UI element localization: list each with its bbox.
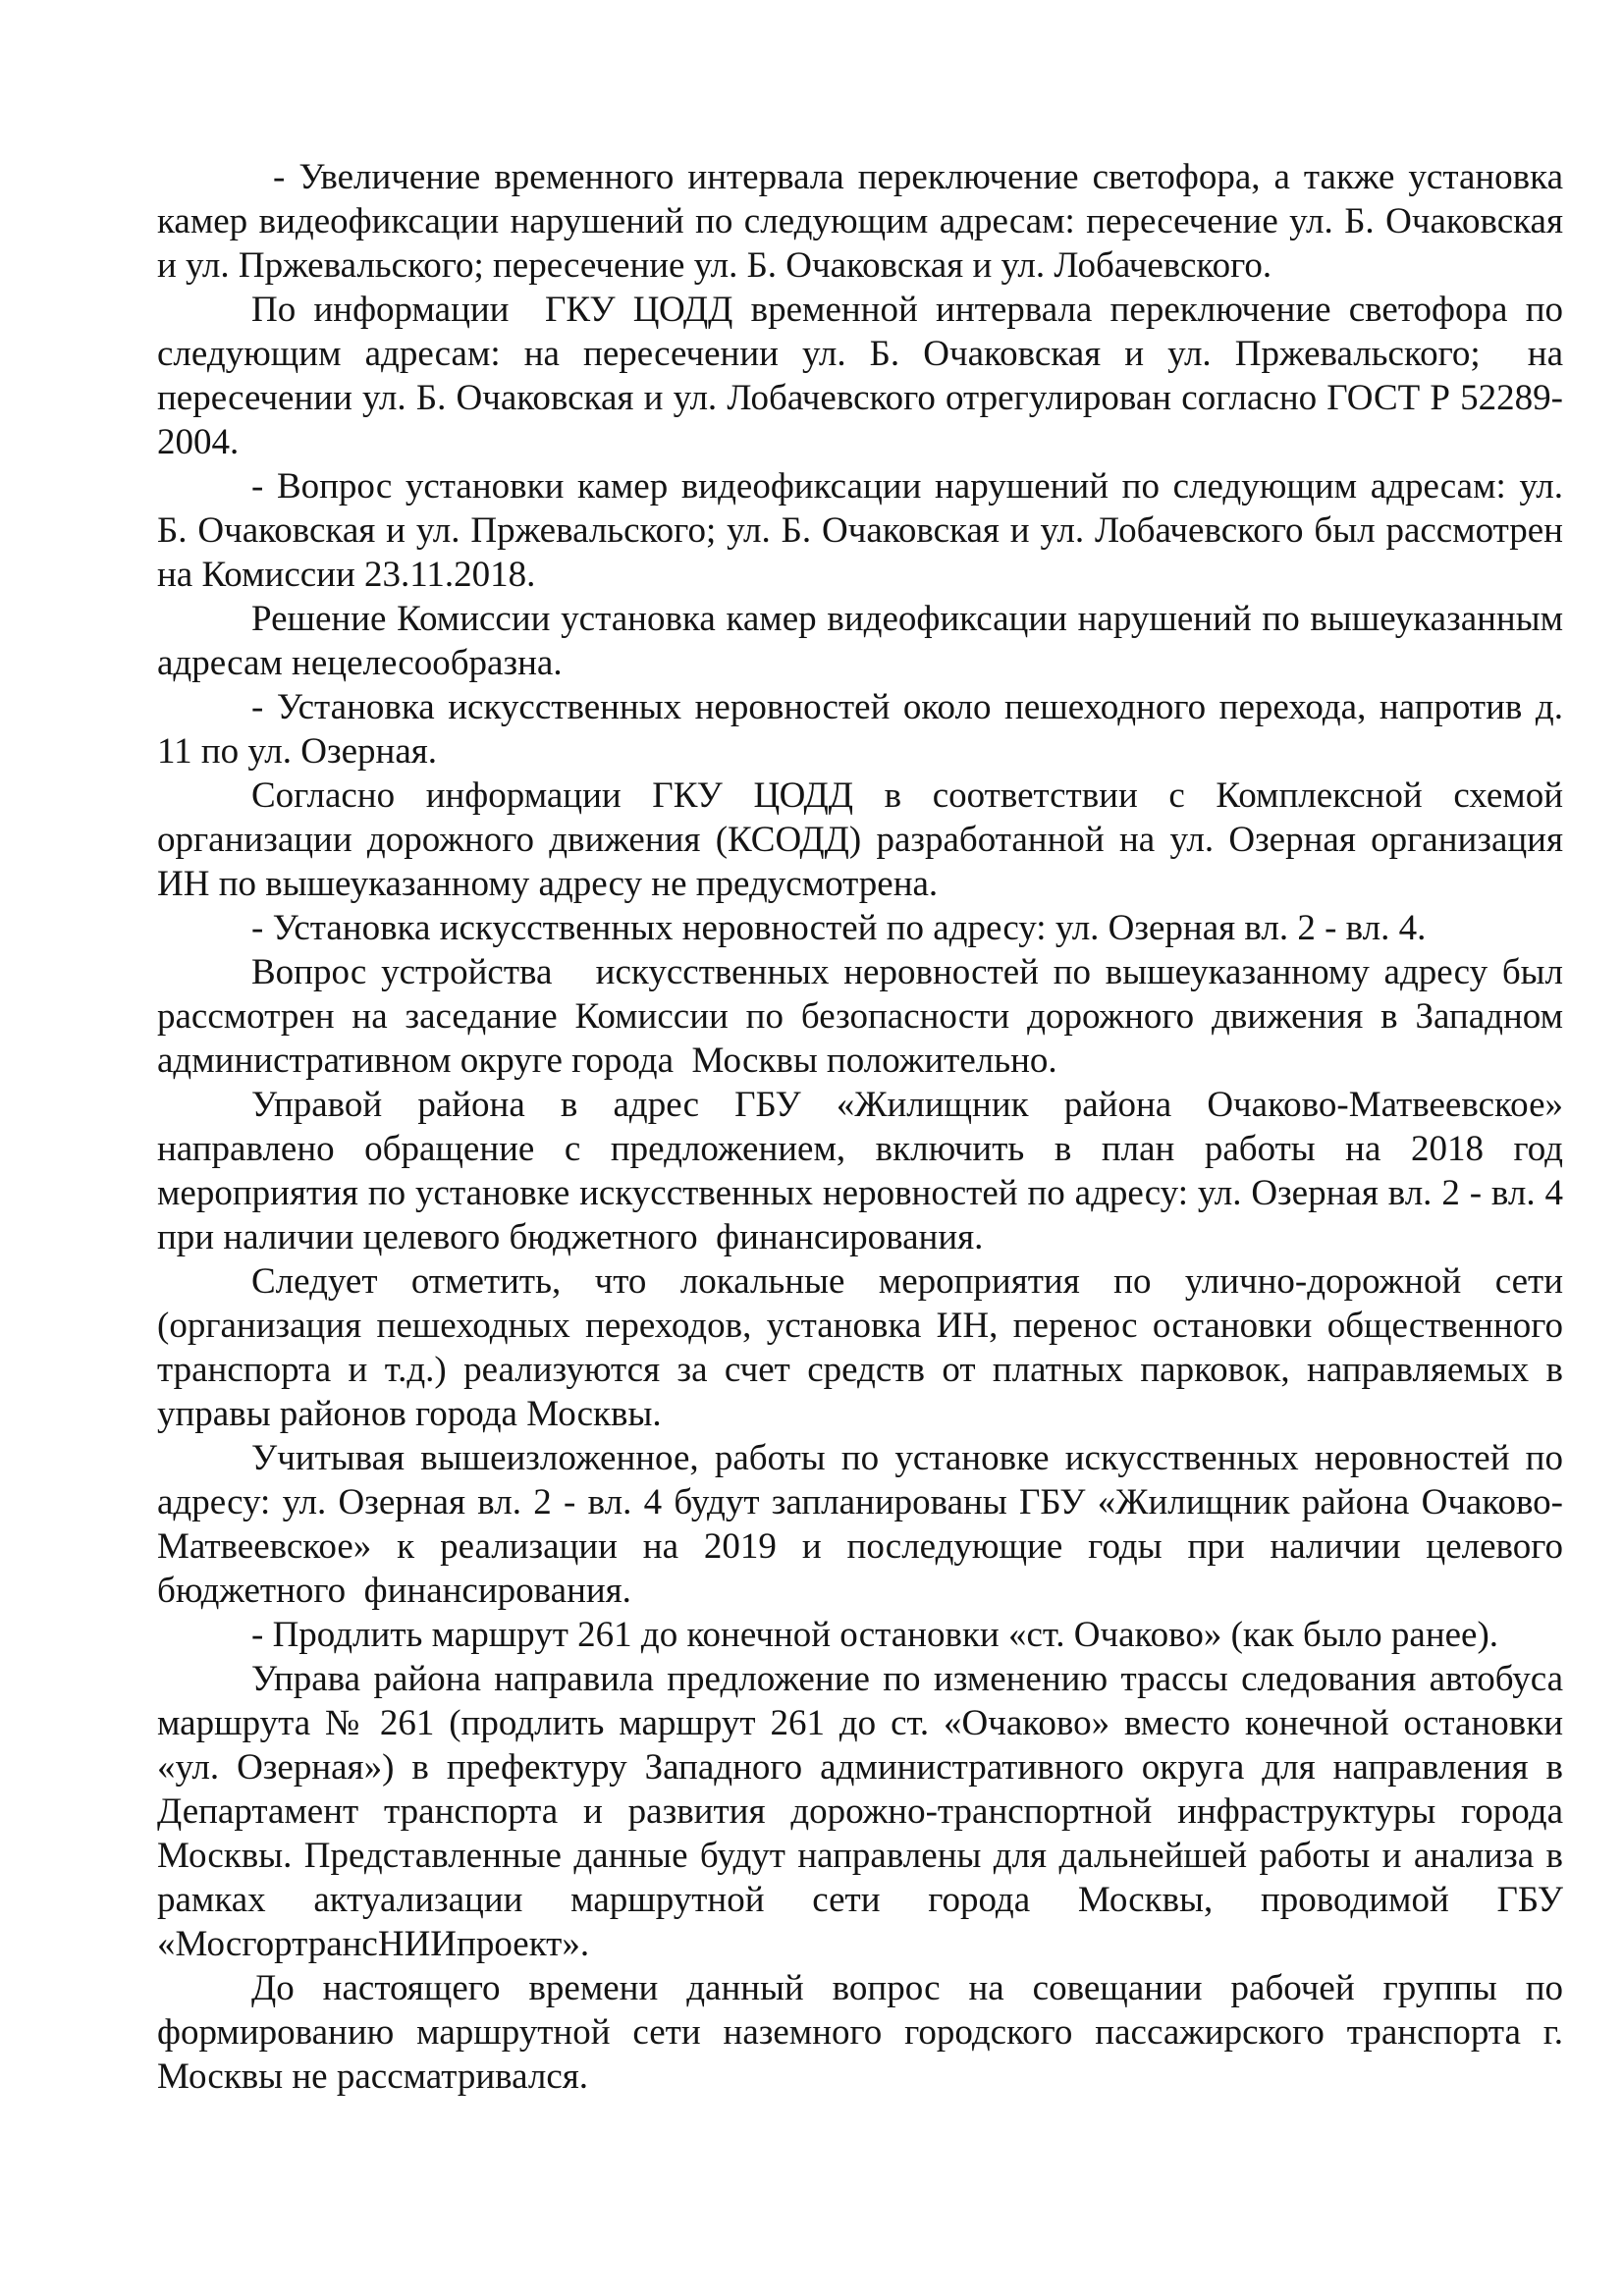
paragraph-commission-decision: Решение Комиссии установка камер видеофиксации нарушений по вышеуказанным адресам нецелесообразна. xyxy=(157,599,1573,683)
paragraph-ksodd-answer: Согласно информации ГКУ ЦОДД в соответствии с Комплексной схемой организации дорожного движения (КСОДД) разработанной на ул. Озерная организация ИН по вышеуказанному адресу не предусмотрена. xyxy=(157,775,1573,904)
paragraph-traffic-light-and-cameras-request: - Увеличение временного интервала переключение светофора, а также установка камер видеофиксации нарушений по следующим адресам: пересечение ул. Б. Очаковская и ул. Пржевальского; пересечение ул. Б. Очаковская и ул. Лобачевского. xyxy=(157,157,1573,286)
document-page xyxy=(157,155,1573,2099)
paragraph-working-group-status: До настоящего времени данный вопрос на совещании рабочей группы по формированию маршрутной сети наземного городского пассажирского транспорта г. Москвы не рассматривался. xyxy=(157,1968,1573,2097)
paragraph-route-261-answer: Управа района направила предложение по изменению трассы следования автобуса маршрута № 261 (продлить маршрут 261 до ст. «Очаково» вместо конечной остановки «ул. Озерная») в префектуру Западного административного округа для направления в Департамент транспорта и развития дорожно-транспортной инфраструктуры города Москвы. Представленные данные будут направлены для дальнейшей работы и анализа в рамках актуализации маршрутной сети города Москвы, проводимой ГБУ «МосгортрансНИИпроект». xyxy=(157,1659,1573,1964)
paragraph-speed-bumps-address-request: - Установка искусственных неровностей по адресу: ул. Озерная вл. 2 - вл. 4. xyxy=(251,908,1427,948)
paragraph-commission-positive: Вопрос устройства искусственных неровностей по вышеуказанному адресу был рассмотрен на заседание Комиссии по безопасности дорожного движения в Западном административном округе города Москвы положительно. xyxy=(157,952,1573,1081)
paragraph-planned-works: Учитывая вышеизложенное, работы по установке искусственных неровностей по адресу: ул. Озерная вл. 2 - вл. 4 будут запланированы ГБУ «Жилищник района Очаково-Матвеевское» к реализации на 2019 и последующие годы при наличии целевого бюджетного финансирования. xyxy=(157,1438,1573,1611)
paragraph-route-261-request: - Продлить маршрут 261 до конечной остановки «ст. Очаково» (как было ранее). xyxy=(251,1615,1499,1655)
paragraph-uprava-appeal: Управой района в адрес ГБУ «Жилищник района Очаково-Матвеевское» направлено обращение с предложением, включить в план работы на 2018 год мероприятия по установке искусственных неровностей по адресу: ул. Озерная вл. 2 - вл. 4 при наличии целевого бюджетного финансирования. xyxy=(157,1085,1573,1257)
paragraph-funding-note: Следует отметить, что локальные мероприятия по улично-дорожной сети (организация пешеходных переходов, установка ИН, перенос остановки общественного транспорта и т.д.) реализуются за счет средств от платных парковок, направляемых в управы районов города Москвы. xyxy=(157,1261,1573,1434)
paragraph-cameras-question: - Вопрос установки камер видеофиксации нарушений по следующим адресам: ул. Б. Очаковская и ул. Пржевальского; ул. Б. Очаковская и ул. Лобачевского был рассмотрен на Комиссии 23.11.2018. xyxy=(157,466,1573,595)
paragraph-traffic-light-answer: По информации ГКУ ЦОДД временной интервала переключение светофора по следующим адресам: на пересечении ул. Б. Очаковская и ул. Пржевальского; на пересечении ул. Б. Очаковская и ул. Лобачевского отрегулирован согласно ГОСТ Р 52289-2004. xyxy=(157,290,1573,462)
paragraph-speed-bumps-request: - Установка искусственных неровностей около пешеходного перехода, напротив д. 11 по ул. Озерная. xyxy=(157,687,1573,772)
